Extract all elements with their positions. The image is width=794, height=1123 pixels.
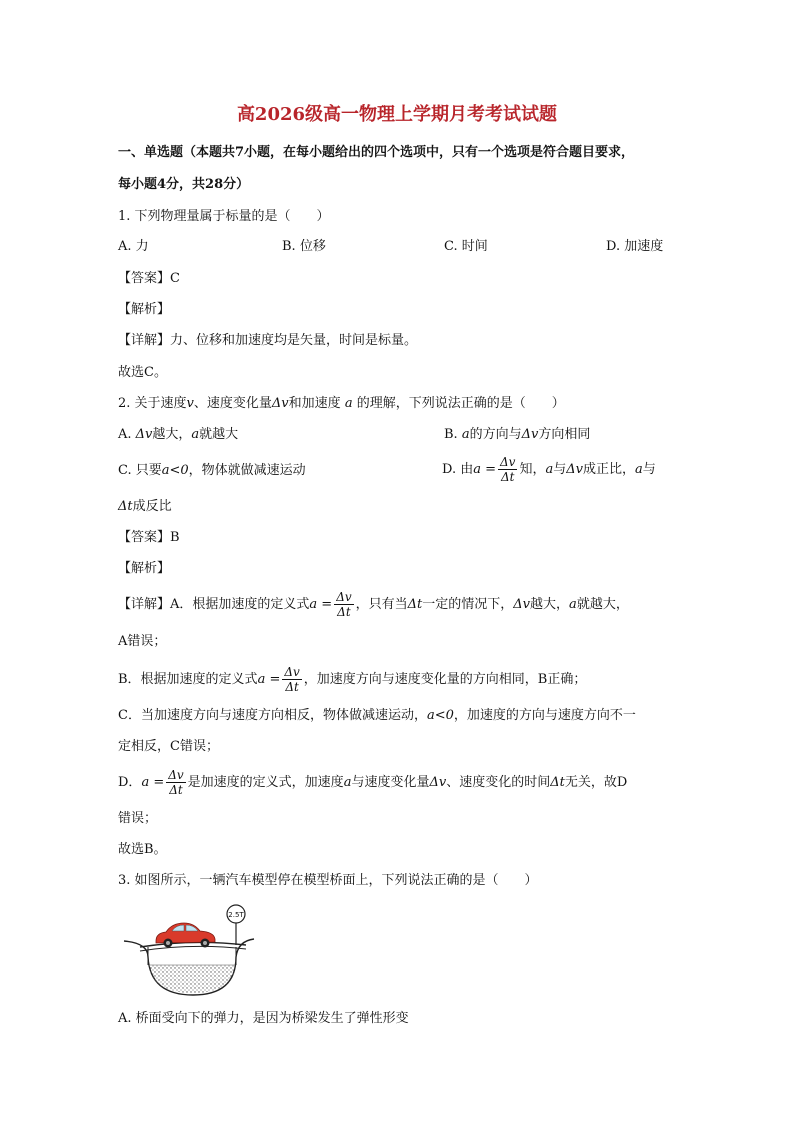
stem-part: 、速度变化量 (193, 396, 272, 411)
q2-answer (118, 529, 180, 547)
fraction-dv-dt (498, 455, 517, 484)
option-letter: B. (444, 427, 462, 442)
option-text: 成反比 (132, 499, 172, 514)
option-text: ，物体就做减速运动 (188, 463, 306, 478)
detail-text: 无关，故D (564, 775, 628, 790)
symbol-dt: Δt (407, 597, 423, 612)
q2-option-d (442, 452, 656, 488)
q2-option-c (118, 462, 306, 480)
q2-detail-b (118, 662, 586, 698)
detail-text: 就越大， (576, 597, 629, 612)
fraction-numerator: Δv (284, 665, 300, 679)
math-a-eq: a = (141, 775, 165, 790)
detail-label: 【详解】 (118, 333, 171, 348)
detail-text: 一定的情况下， (422, 597, 514, 612)
q1-option-a: A. 力 (118, 239, 149, 254)
detail-text: C．当加速度方向与速度方向相反，物体做减速运动， (118, 708, 427, 723)
stem-part: 的理解，下列说法正确的是（ ） (356, 396, 565, 411)
detail-text: 与速度变化量 (351, 775, 430, 790)
q2-option-b (444, 426, 590, 444)
q1-answer (118, 270, 180, 288)
fraction-dv-dt (282, 665, 301, 694)
symbol-a: a (545, 462, 554, 477)
detail-label: 【详解】 (118, 597, 171, 612)
answer-label: 【答案】 (118, 271, 171, 286)
symbol-dt: Δt (550, 775, 565, 790)
fraction-denominator: Δt (285, 680, 299, 694)
q2-detail-a-cont: A错误； (118, 634, 167, 649)
fraction-denominator: Δt (500, 470, 515, 484)
answer-label: 【答案】 (118, 530, 171, 545)
bridge-figure (118, 903, 258, 998)
math-a-eq: a = (309, 597, 333, 612)
math-a-lt-0: a<0 (161, 463, 189, 478)
detail-text: ，只有当 (355, 597, 408, 612)
option-text: 成正比， (583, 462, 636, 477)
q1-conclusion: 故选C。 (118, 365, 167, 380)
option-text: 知， (519, 462, 546, 477)
math-a-eq: a = (473, 462, 497, 477)
q2-detail-d-cont: 错误； (118, 811, 158, 826)
detail-text: 力、位移和加速度均是矢量，时间是标量。 (170, 333, 418, 348)
math-a-lt-0: a<0 (426, 708, 454, 723)
fraction-numerator: Δv (336, 590, 352, 604)
section-heading-line2: 每小题4分，共28分） (118, 177, 250, 192)
math-a-eq: a = (257, 672, 281, 687)
fraction-denominator: Δt (337, 605, 351, 619)
option-text: 方向相同 (538, 427, 591, 442)
symbol-dv: Δv (513, 597, 531, 612)
symbol-a: a (461, 427, 470, 442)
q1-stem: 1. 下列物理量属于标量的是（ ） (118, 209, 330, 224)
q1-option-d: D. 加速度 (606, 239, 664, 254)
q2-detail-c (118, 707, 636, 725)
symbol-dv: Δv (135, 427, 153, 442)
q3-stem: 3. 如图所示，一辆汽车模型停在模型桥面上，下列说法正确的是（ ） (118, 873, 538, 888)
q2-detail-a (118, 587, 629, 623)
answer-value: B (170, 530, 180, 545)
symbol-dv: Δv (566, 462, 583, 477)
fraction-denominator: Δt (169, 783, 183, 797)
stem-part: 和加速度 (288, 396, 341, 411)
symbol-dv: Δv (271, 396, 289, 411)
detail-text: A．根据加速度的定义式 (170, 597, 310, 612)
q2-option-a (118, 426, 238, 444)
symbol-a: a (569, 597, 577, 612)
answer-value: C (170, 271, 180, 286)
q3-option-a: A. 桥面受向下的弹力，是因为桥梁发生了弹性形变 (118, 1011, 409, 1026)
car-icon (156, 923, 215, 948)
option-text: 与 (553, 462, 567, 477)
symbol-a: a (635, 462, 643, 477)
detail-text: ，加速度的方向与速度方向不一 (453, 708, 636, 723)
q2-detail-c-cont: 定相反，C错误； (118, 739, 219, 754)
q1-detail (118, 332, 417, 350)
option-text: C. 只要 (118, 463, 162, 478)
detail-text: D． (118, 775, 142, 790)
symbol-dt: Δt (118, 499, 133, 514)
symbol-v: v (186, 396, 194, 411)
section-heading-line1: 一、单选题（本题共7小题，在每小题给出的四个选项中，只有一个选项是符合题目要求， (118, 145, 635, 160)
symbol-dv: Δv (521, 427, 539, 442)
q2-detail-d (118, 765, 627, 801)
fraction-numerator: Δv (500, 455, 516, 469)
load-limit-text: 2.5T (228, 911, 244, 919)
symbol-dv: Δv (429, 775, 447, 790)
symbol-a: a (343, 775, 352, 790)
symbol-a: a (344, 396, 353, 411)
detail-text: B．根据加速度的定义式 (118, 672, 258, 687)
fraction-numerator: Δv (168, 768, 184, 782)
option-text: 的方向与 (469, 427, 522, 442)
q2-conclusion: 故选B。 (118, 842, 167, 857)
q2-analysis-label: 【解析】 (118, 561, 171, 576)
bridge-car-illustration (118, 903, 258, 998)
page-title: 高2026级高一物理上学期月考考试试题 (236, 104, 558, 125)
q1-option-c: C. 时间 (444, 239, 488, 254)
q1-analysis-label: 【解析】 (118, 302, 171, 317)
q2-stem (118, 395, 565, 413)
fraction-dv-dt (334, 590, 353, 619)
detail-text: 是加速度的定义式，加速度 (187, 775, 344, 790)
option-text: 与 (642, 462, 656, 477)
option-text: 越大， (152, 427, 192, 442)
fraction-dv-dt (166, 768, 185, 797)
q1-option-b: B. 位移 (282, 239, 326, 254)
symbol-a: a (191, 427, 200, 442)
option-letter: A. (118, 427, 136, 442)
detail-text: 、速度变化的时间 (446, 775, 551, 790)
detail-text: 越大， (530, 597, 570, 612)
detail-text: ，加速度方向与速度变化量的方向相同，B正确； (303, 672, 587, 687)
q2-option-d-cont (118, 498, 172, 516)
stem-part: 2. 关于速度 (118, 396, 187, 411)
option-text: D. 由 (442, 462, 474, 477)
option-text: 就越大 (199, 427, 239, 442)
